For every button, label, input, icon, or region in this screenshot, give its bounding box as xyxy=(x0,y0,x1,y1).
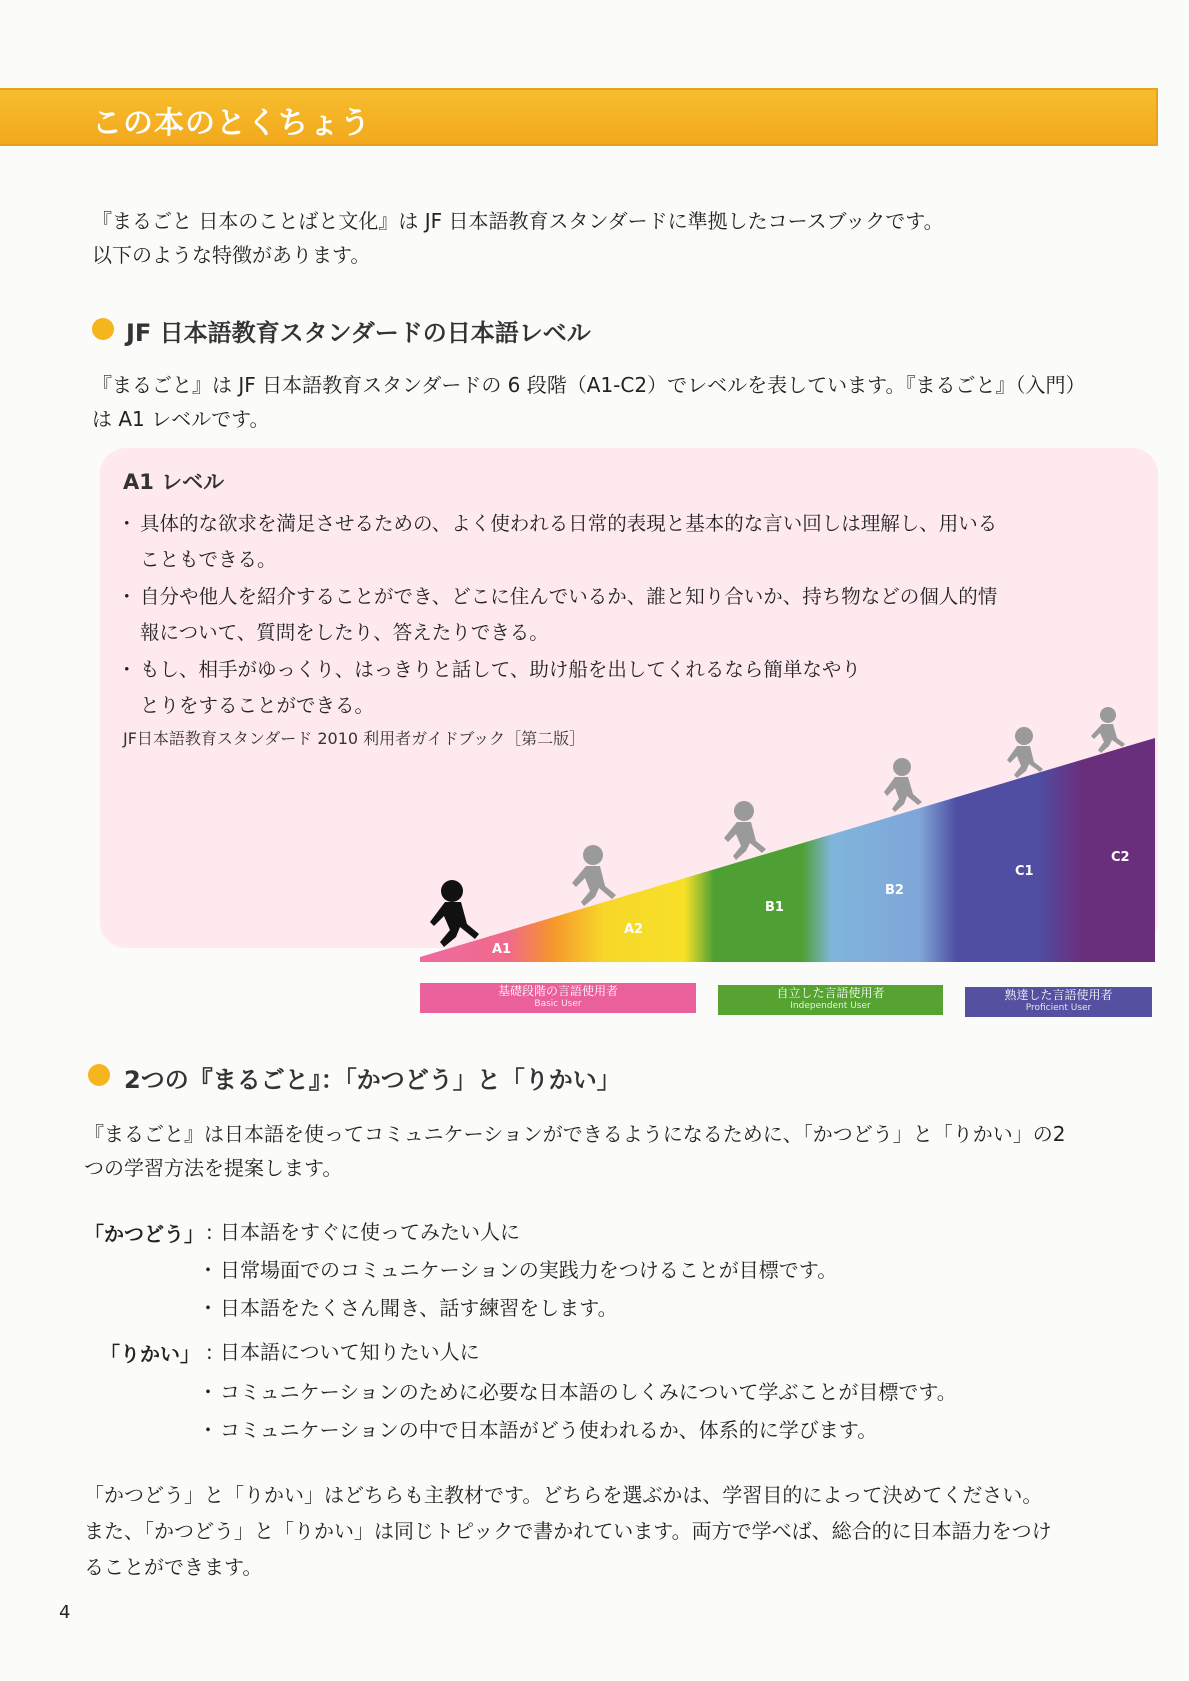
section2-text-line-2: つの学習方法を提案します。 xyxy=(84,1156,343,1180)
group-label-ja: 熟達した言語使用者 xyxy=(1004,988,1113,1002)
katsudou-colon: : xyxy=(206,1220,213,1244)
group-label-ja: 自立した言語使用者 xyxy=(776,986,885,1000)
level-label-b1: B1 xyxy=(765,900,784,915)
intro-line-2: 以下のような特徴があります。 xyxy=(92,243,371,267)
a1-item-3-line-2: とりをすることができる。 xyxy=(140,694,375,717)
group-label-en: Independent User xyxy=(790,1001,871,1011)
section2-heading: 2つの『まるごと』：「かつどう」と「りかい」 xyxy=(124,1066,621,1094)
closing-line-2: また、「かつどう」と「りかい」は同じトピックで書かれています。両方で学べば、総合的に日本語力をつけ xyxy=(84,1519,1052,1543)
banner-title: この本のとくちょう xyxy=(92,106,371,141)
source-citation: JF日本語教育スタンダード 2010 利用者ガイドブック［第二版］ xyxy=(123,729,586,748)
runner-icon xyxy=(724,801,766,860)
rikai-point: ・ コミュニケーションのために必要な日本語のしくみについて学ぶことが目標です。 xyxy=(202,1373,957,1411)
katsudou-points xyxy=(202,1251,837,1327)
bullet-dot-icon xyxy=(88,1064,110,1086)
group-label-en: Proficient User xyxy=(1025,1003,1092,1013)
katsudou-label: 「かつどう」 xyxy=(84,1222,204,1246)
rikai-points xyxy=(202,1373,957,1449)
rikai-label: 「りかい」 xyxy=(100,1342,200,1366)
a1-item-2-line-2: 報について、質問をしたり、答えたりできる。 xyxy=(140,621,549,644)
group-box-proficient xyxy=(965,987,1152,1017)
group-label-ja: 基礎段階の言語使用者 xyxy=(497,984,618,998)
runner-icon xyxy=(884,758,922,812)
runner-icon xyxy=(1091,707,1125,753)
group-label-en: Basic User xyxy=(534,999,582,1009)
group-box-independent xyxy=(718,985,943,1015)
group-box-basic xyxy=(420,983,696,1013)
a1-item-3-line-1: もし、相手がゆっくり、はっきりと話して、助け船を出してくれるなら簡単なやり xyxy=(140,658,861,681)
level-label-a2: A2 xyxy=(624,922,644,937)
a1-item-2-line-1: 自分や他人を紹介することができ、どこに住んでいるか、誰と知り合いか、持ち物などの個人的情 xyxy=(140,585,998,608)
level-label-a1: A1 xyxy=(492,942,512,957)
closing-line-1: 「かつどう」と「りかい」はどちらも主教材です。どちらを選ぶかは、学習目的によって決めてください。 xyxy=(84,1483,1043,1507)
intro-line-1: 『まるごと 日本のことばと文化』は JF 日本語教育スタンダードに準拠したコースブックです。 xyxy=(92,209,944,233)
section1-text-line-2: は A1 レベルです。 xyxy=(92,407,270,431)
runner-icon xyxy=(1007,727,1043,778)
section1-text-line-1: 『まるごと』は JF 日本語教育スタンダードの 6 段階（A1-C2）でレベルを表しています。『まるごと』（入門） xyxy=(92,373,1086,397)
katsudou-point: ・ 日本語をたくさん聞き、話す練習をします。 xyxy=(202,1289,837,1327)
closing-line-3: ることができます。 xyxy=(84,1555,263,1579)
level-ramp xyxy=(420,738,1155,962)
level-label-b2: B2 xyxy=(885,883,904,898)
level-label-c2: C2 xyxy=(1111,850,1130,865)
rikai-target: 日本語について知りたい人に xyxy=(220,1340,480,1364)
section1-heading: JF 日本語教育スタンダードの日本語レベル xyxy=(126,319,591,347)
katsudou-target: 日本語をすぐに使ってみたい人に xyxy=(220,1220,520,1244)
runner-icon xyxy=(572,845,616,906)
a1-item-1-line-1: 具体的な欲求を満足させるための、よく使われる日常的表現と基本的な言い回しは理解し、用いる xyxy=(140,512,998,535)
a1-box-title: A1 レベル xyxy=(123,470,225,494)
a1-item-1-line-2: こともできる。 xyxy=(140,548,277,571)
level-label-c1: C1 xyxy=(1015,864,1034,879)
runner-icon xyxy=(430,880,479,947)
section2-text-line-1: 『まるごと』は日本語を使ってコミュニケーションができるようになるために、「かつどう」と「りかい」の2 xyxy=(84,1122,1066,1146)
rikai-colon: : xyxy=(206,1340,213,1364)
page-number: 4 xyxy=(59,1602,71,1623)
katsudou-point: ・ 日常場面でのコミュニケーションの実践力をつけることが目標です。 xyxy=(202,1251,837,1289)
rikai-point: ・ コミュニケーションの中で日本語がどう使われるか、体系的に学びます。 xyxy=(202,1411,957,1449)
